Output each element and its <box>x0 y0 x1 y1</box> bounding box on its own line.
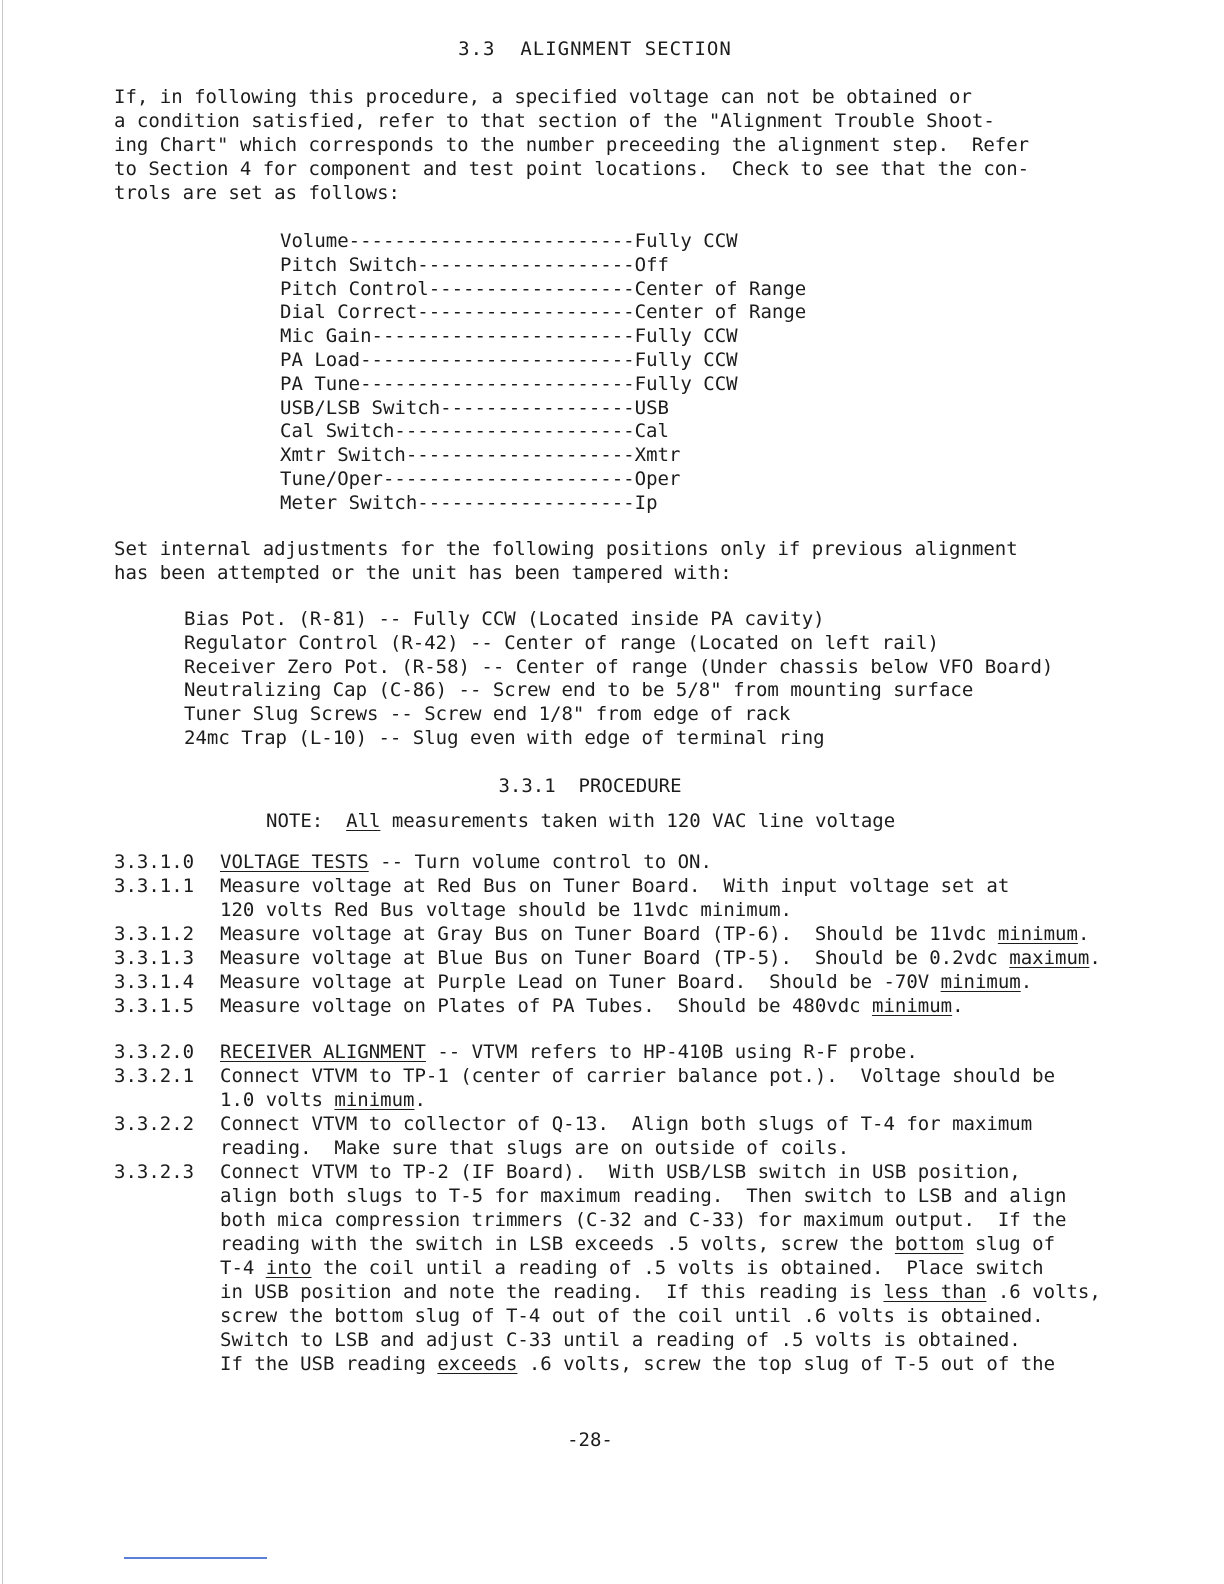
control-setting-row <box>280 491 806 515</box>
control-setting-row <box>280 300 806 324</box>
intro-paragraph <box>114 85 1094 205</box>
footer-rule <box>124 1557 267 1559</box>
control-setting-value: USB <box>634 396 669 419</box>
leader-dashes: ------------------------- <box>348 230 635 252</box>
section-title: 3.3 ALIGNMENT SECTION <box>458 38 732 60</box>
step-text-segment: .6 volts, <box>986 1281 1101 1303</box>
procedure-step <box>114 946 1101 970</box>
control-setting-value: Ip <box>634 491 658 514</box>
step-text-segment: in USB position and note the reading. If this reading is <box>220 1281 884 1303</box>
intro-line: a condition satisfied, refer to that section of the "Alignment Trouble Shoot- <box>114 110 995 132</box>
control-setting-row <box>280 443 806 467</box>
step-text-segment: -- Turn volume control to ON. <box>368 851 712 873</box>
underlined-text: exceeds <box>437 1353 518 1375</box>
step-text <box>220 946 1101 970</box>
internal-adjustment-item: Tuner Slug Screws -- Screw end 1/8" from edge of rack <box>184 703 791 726</box>
step-number: 3.3.2.3 <box>114 1161 195 1183</box>
step-text-segment: Measure voltage on Plates of PA Tubes. Should be 480vdc <box>220 995 873 1017</box>
step-text-segment: Measure voltage at Gray Bus on Tuner Board (TP-6). Should be 11vdc <box>220 923 998 945</box>
underlined-text: minimum <box>872 995 953 1017</box>
step-line <box>220 850 1101 874</box>
step-text-segment: Connect VTVM to TP-1 (center of carrier balance pot.). Voltage should be <box>220 1065 1056 1087</box>
control-setting-value: Cal <box>634 420 669 443</box>
step-line <box>220 1040 1101 1064</box>
intro-line: If, in following this procedure, a specified voltage can not be obtained or <box>114 86 972 108</box>
control-setting-value: Oper <box>634 467 681 490</box>
step-text-segment: reading. Make sure that slugs are on outside of coils. <box>220 1137 850 1159</box>
leader-dashes: ------------------------ <box>360 372 635 395</box>
procedure-step <box>114 1064 1101 1112</box>
step-text-segment: . <box>1089 947 1101 969</box>
step-text <box>220 1040 1101 1064</box>
leader-dashes: -------------------- <box>405 444 635 467</box>
control-name: PA Load <box>280 348 361 371</box>
voltage-tests-steps <box>114 850 1101 1018</box>
step-text-segment: slug of <box>963 1233 1056 1255</box>
step-text <box>220 1064 1101 1112</box>
control-setting-row <box>280 324 806 348</box>
control-name: USB/LSB Switch <box>280 396 441 419</box>
internal-adjustment-item: Neutralizing Cap (C-86) -- Screw end to be 5/8" from mounting surface <box>184 679 974 702</box>
underlined-text: less than <box>883 1281 987 1303</box>
leader-dashes: ------------------- <box>417 253 635 276</box>
step-text-segment: Measure voltage at Red Bus on Tuner Board. With input voltage set at <box>220 875 1010 897</box>
step-line <box>220 1088 1101 1112</box>
control-setting-row <box>280 396 806 420</box>
step-line <box>220 1208 1101 1232</box>
step-number: 3.3.1.3 <box>114 947 195 969</box>
step-text-segment: 1.0 volts <box>220 1089 335 1111</box>
underlined-text: bottom <box>894 1233 964 1255</box>
step-text-segment: Measure voltage at Purple Lead on Tuner Board. Should be -70V <box>220 971 941 993</box>
procedure-note <box>266 809 895 833</box>
step-text-segment: -- VTVM refers to HP-410B using R-F probe. <box>425 1041 918 1063</box>
control-name: Volume <box>280 230 349 252</box>
step-text-segment: reading with the switch in LSB exceeds .5 volts, screw the <box>220 1233 895 1255</box>
control-setting-value: Center of Range <box>634 277 807 300</box>
step-text-segment: screw the bottom slug of T-4 out of the coil until .6 volts is obtained. <box>220 1305 1044 1327</box>
step-text <box>220 850 1101 874</box>
step-text-segment: If the USB reading <box>220 1353 438 1375</box>
intro-line: to Section 4 for component and test point locations. Check to see that the con- <box>114 158 1030 180</box>
control-name: PA Tune <box>280 372 361 395</box>
control-setting-row <box>280 277 806 301</box>
control-name: Mic Gain <box>280 325 372 348</box>
note-emphasis: All <box>346 810 381 832</box>
control-name: Meter Switch <box>280 491 418 514</box>
step-line <box>220 1280 1101 1304</box>
underlined-text: minimum <box>940 971 1021 993</box>
step-line <box>220 1136 1101 1160</box>
underlined-text: minimum <box>334 1089 415 1111</box>
procedure-step <box>114 850 1101 874</box>
procedure-title: 3.3.1 PROCEDURE <box>498 775 682 797</box>
internal-adjustment-item: Regulator Control (R-42) -- Center of range (Located on left rail) <box>184 631 939 654</box>
step-text-segment: T-4 <box>220 1257 266 1279</box>
step-text-segment: . <box>414 1089 426 1111</box>
underlined-text: maximum <box>1009 947 1090 969</box>
control-setting-row <box>280 372 806 396</box>
step-line <box>220 1256 1101 1280</box>
procedure-step <box>114 994 1101 1018</box>
step-line <box>220 922 1101 946</box>
page-number: -28- <box>567 1429 613 1451</box>
step-number: 3.3.1.5 <box>114 995 195 1017</box>
control-setting-value: Fully CCW <box>634 230 738 252</box>
step-number: 3.3.1.4 <box>114 971 195 993</box>
step-text-segment: Connect VTVM to collector of Q-13. Align both slugs of T-4 for maximum <box>220 1113 1033 1135</box>
control-setting-row <box>280 419 806 443</box>
leader-dashes: --------------------- <box>394 420 635 443</box>
internal-adjustments-list <box>184 607 1053 750</box>
underlined-text: minimum <box>997 923 1078 945</box>
underlined-text: into <box>265 1257 312 1279</box>
underlined-text: VOLTAGE TESTS <box>220 851 369 873</box>
control-setting-row <box>280 229 806 253</box>
procedure-step <box>114 922 1101 946</box>
control-setting-value: Fully CCW <box>634 348 738 371</box>
step-number: 3.3.1.1 <box>114 875 195 897</box>
control-setting-value: Center of Range <box>634 301 807 324</box>
procedure-step <box>114 970 1101 994</box>
procedure-step <box>114 1040 1101 1064</box>
step-line <box>220 1304 1101 1328</box>
control-setting-value: Fully CCW <box>634 372 738 395</box>
step-line <box>220 970 1101 994</box>
step-number: 3.3.2.0 <box>114 1041 195 1063</box>
step-text <box>220 994 1101 1018</box>
step-text <box>220 1112 1101 1160</box>
step-text-segment: Measure voltage at Blue Bus on Tuner Board (TP-5). Should be 0.2vdc <box>220 947 1010 969</box>
control-name: Pitch Control <box>280 277 429 300</box>
internal-adjustment-item: Receiver Zero Pot. (R-58) -- Center of range (Under chassis below VFO Board) <box>184 655 1054 678</box>
step-text-segment: the coil until a reading of .5 volts is obtained. Place switch <box>311 1257 1044 1279</box>
step-number: 3.3.2.1 <box>114 1065 195 1087</box>
step-line <box>220 874 1101 898</box>
step-text <box>220 874 1101 922</box>
internal-adjustments-intro <box>114 537 1018 585</box>
control-name: Xmtr Switch <box>280 444 406 467</box>
leader-dashes: ---------------------- <box>382 467 635 490</box>
leader-dashes: ------------------ <box>428 277 635 300</box>
step-line <box>220 1112 1101 1136</box>
step-number: 3.3.2.2 <box>114 1113 195 1135</box>
step-line <box>220 1160 1101 1184</box>
note-text: measurements taken with 120 VAC line voltage <box>380 810 896 832</box>
internal-intro-line: Set internal adjustments for the following positions only if previous alignment <box>114 538 1018 560</box>
intro-line: ing Chart" which corresponds to the number preceeding the alignment step. Refer <box>114 134 1030 156</box>
step-text-segment: . <box>1077 923 1090 945</box>
step-line <box>220 946 1101 970</box>
step-text-segment: . <box>1020 971 1033 993</box>
receiver-alignment-steps <box>114 1040 1101 1376</box>
step-number: 3.3.1.0 <box>114 851 195 873</box>
control-settings-list <box>280 229 806 515</box>
leader-dashes: ------------------- <box>417 301 635 324</box>
step-text-segment: both mica compression trimmers (C-32 and C-33) for maximum output. If the <box>220 1209 1067 1231</box>
step-text <box>220 970 1101 994</box>
leader-dashes: ------------------------ <box>360 348 635 371</box>
control-name: Tune/Oper <box>280 467 383 490</box>
control-name: Pitch Switch <box>280 253 418 276</box>
control-setting-row <box>280 348 806 372</box>
control-setting-value: Fully CCW <box>634 325 738 348</box>
procedure-step <box>114 1160 1101 1376</box>
step-line <box>220 1352 1101 1376</box>
control-setting-value: Xmtr <box>634 444 681 467</box>
step-line <box>220 1184 1101 1208</box>
internal-intro-line: has been attempted or the unit has been tampered with: <box>114 562 732 584</box>
step-text-segment: .6 volts, screw the top slug of T-5 out of the <box>517 1353 1056 1375</box>
step-line <box>220 898 1101 922</box>
step-text <box>220 922 1101 946</box>
leader-dashes: ----------------- <box>440 396 635 419</box>
procedure-step <box>114 874 1101 922</box>
step-text-segment: . <box>952 995 964 1017</box>
internal-adjustment-item: Bias Pot. (R-81) -- Fully CCW (Located inside PA cavity) <box>184 608 825 630</box>
step-text <box>220 1160 1101 1376</box>
control-setting-row <box>280 467 806 491</box>
leader-dashes: ----------------------- <box>371 325 635 348</box>
leader-dashes: ------------------- <box>417 491 635 514</box>
control-name: Cal Switch <box>280 420 395 443</box>
internal-adjustment-item: 24mc Trap (L-10) -- Slug even with edge of terminal ring <box>184 726 825 749</box>
step-line <box>220 1232 1101 1256</box>
step-text-segment: Switch to LSB and adjust C-33 until a reading of .5 volts is obtained. <box>220 1329 1021 1351</box>
step-text-segment: Connect VTVM to TP-2 (IF Board). With USB/LSB switch in USB position, <box>220 1161 1021 1183</box>
step-text-segment: align both slugs to T-5 for maximum reading. Then switch to LSB and align <box>220 1185 1067 1207</box>
intro-line: trols are set as follows: <box>114 182 400 204</box>
procedure-step <box>114 1112 1101 1160</box>
control-name: Dial Correct <box>280 301 418 324</box>
step-line <box>220 1328 1101 1352</box>
step-line <box>220 1064 1101 1088</box>
step-line <box>220 994 1101 1018</box>
step-text-segment: 120 volts Red Bus voltage should be 11vdc minimum. <box>220 899 792 921</box>
note-prefix: NOTE: <box>266 810 347 832</box>
control-setting-row <box>280 253 806 277</box>
step-number: 3.3.1.2 <box>114 923 195 945</box>
control-setting-value: Off <box>634 253 669 276</box>
underlined-text: RECEIVER ALIGNMENT <box>220 1041 426 1063</box>
